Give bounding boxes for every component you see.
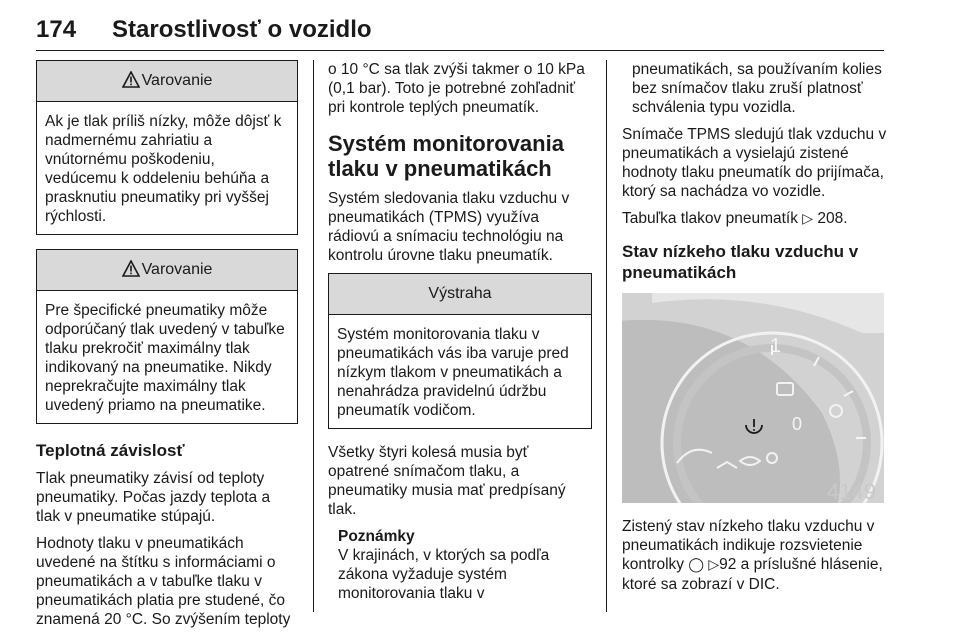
paragraph (622, 517, 888, 594)
note-text: V krajinách, v ktorých sa podľa zákona vyžaduje systém monitorovania tlaku v (338, 547, 550, 602)
caution-box (328, 273, 592, 429)
warning-box-header (37, 250, 297, 291)
paragraph-text: a príslušné hlásenie, ktoré sa zobrazí v DIC. (622, 556, 883, 593)
paragraph: Snímače TPMS sledujú tlak vzduchu v pneumatikách a vysielajú zistené hodnoty tlaku pneumatík do prijímača, ktorý sa nachádza vo vozidle. (622, 126, 887, 200)
warning-box (36, 60, 298, 235)
column-divider (313, 60, 314, 612)
column-right (622, 60, 888, 602)
paragraph: Všetky štyri kolesá musia byť opatrené snímačom tlaku, a pneumatiky musia mať predpísaný tlak. (328, 444, 566, 518)
warning-text: Pre špecifické pneumatiky môže odporúčaný tlak uvedený v tabuľke tlaku prekročiť maximálny tlak indikovaný na pneumatike. Nikdy neprekračujte maximálny tlak uvedený priamo na pneumatike. (45, 302, 285, 414)
warning-box (36, 249, 298, 424)
section-heading: Teplotná závislosť (36, 441, 185, 460)
note-continuation: pneumatikách, sa používaním kolies bez snímačov tlaku zruší platnosť schválenia typu vozidla. (632, 61, 882, 116)
warning-triangle-icon (122, 64, 140, 104)
gauge-number: 0 (792, 414, 803, 434)
page-ref-arrow-icon: ▷ (802, 211, 814, 227)
note-title: Poznámky (338, 528, 415, 545)
warning-text: Ak je tlak príliš nízky, môže dôjsť k nadmernému zahriatiu a vnútornému poškodeniu, vedúcemu k oddeleniu behúňa a prasknutiu pneumatiky pri vyššej rýchlosti. (45, 113, 282, 225)
paragraph: o 10 °C sa tlak zvýši takmer o 10 kPa (0,1 bar). Toto je potrebné zohľadniť pri kontrole teplých pneumatík. (328, 61, 585, 116)
chapter-title: Starostlivosť o vozidlo (112, 16, 372, 43)
figure-id: 4149 (827, 479, 876, 503)
page-number: 174 (36, 16, 77, 43)
column-divider (606, 60, 607, 612)
warning-title: Varovanie (141, 261, 213, 278)
page-ref-arrow-icon: ▷ (708, 557, 720, 573)
paragraph: Systém sledovania tlaku vzduchu v pneumatikách (TPMS) využíva rádiovú a snímaciu technológiu na kontrolu úrovne tlaku pneumatík. (328, 190, 570, 264)
instrument-cluster-illustration (622, 293, 884, 503)
reference-page[interactable]: 92 (719, 556, 737, 573)
tpms-warning-icon: ◯ (688, 557, 705, 573)
section-heading: Systém monitorovania tlaku v pneumatikách (328, 131, 564, 181)
section-heading: Stav nízkeho tlaku vzduchu v pneumatikách (622, 242, 859, 282)
table-reference (622, 209, 888, 229)
warning-box-header (37, 61, 297, 102)
instrument-cluster-figure (622, 293, 884, 503)
column-left (36, 60, 298, 637)
reference-page[interactable]: 208. (817, 210, 848, 227)
warning-triangle-icon (122, 253, 140, 293)
caution-box-header: Výstraha (329, 274, 591, 315)
paragraph: Hodnoty tlaku v pneumatikách uvedené na štítku s informáciami o pneumatikách a v tabuľke tlaku v pneumatikách platia pre studené, čo znamená 20 °C. So zvýšením teploty (36, 535, 291, 628)
page-header (36, 10, 884, 51)
note (328, 527, 592, 603)
reference-text: Tabuľka tlakov pneumatík (622, 210, 798, 227)
gauge-number: 1 (770, 335, 782, 357)
caution-text: Systém monitorovania tlaku v pneumatikách vás iba varuje pred nízkym tlakom v pneumatikách a nenahrádza pravidelnú údržbu pneumatík vodičom. (337, 326, 569, 419)
warning-title: Varovanie (141, 72, 213, 89)
column-middle (328, 60, 592, 603)
paragraph: Tlak pneumatiky závisí od teploty pneumatiky. Počas jazdy teplota a tlak v pneumatike stúpajú. (36, 470, 271, 525)
paragraph-text: Zistený stav nízkeho tlaku vzduchu v pneumatikách indikuje rozsvietenie kontrolky (622, 518, 875, 573)
